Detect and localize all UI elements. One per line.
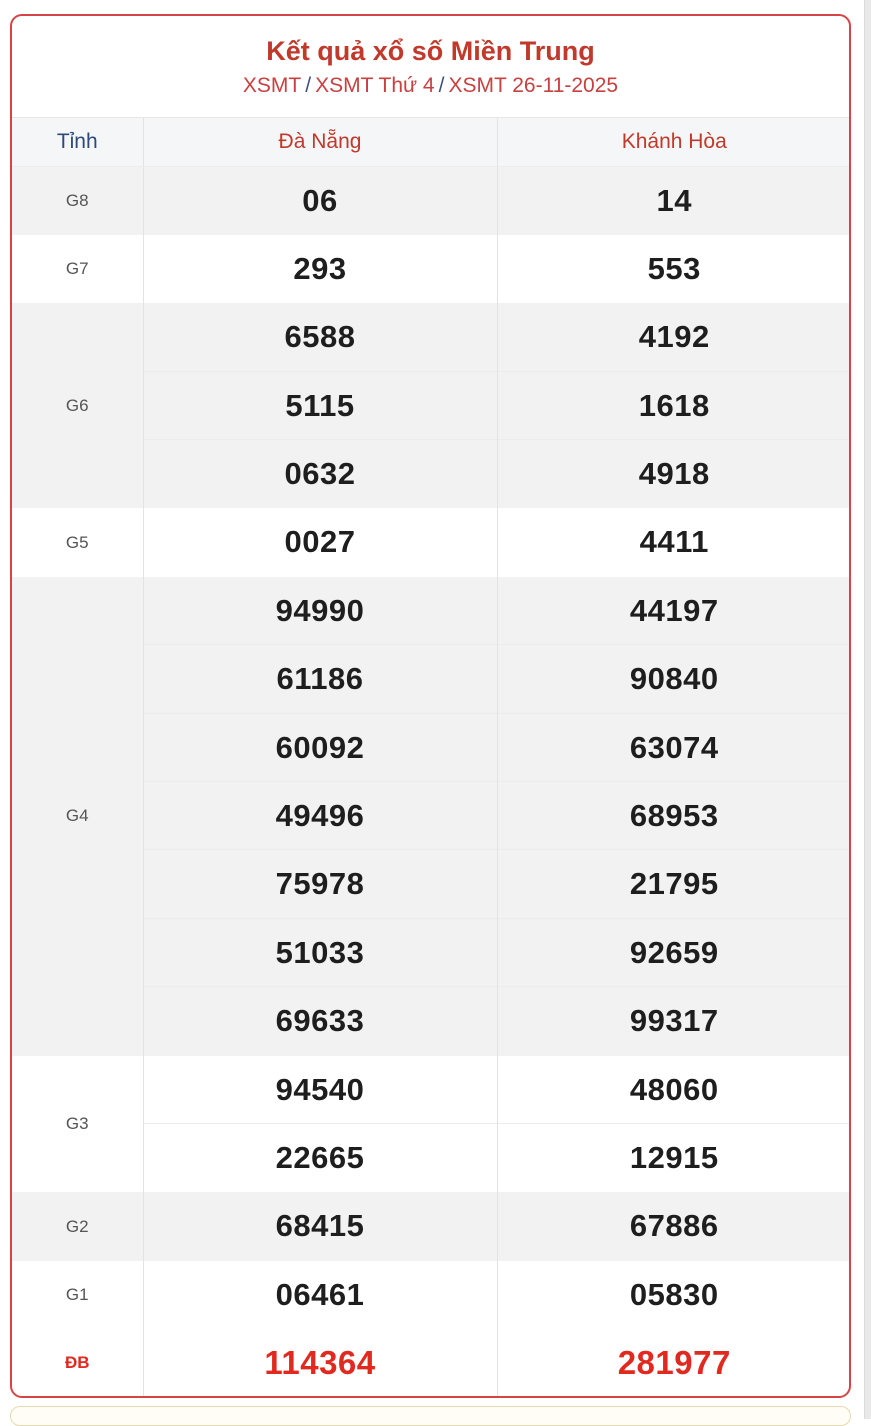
prize-cell-khanh-hoa [497, 166, 851, 235]
prize-number: 44197 [498, 577, 852, 645]
prize-number: 06 [302, 182, 338, 218]
table-row [12, 577, 851, 1056]
prize-number: 293 [293, 250, 347, 286]
page-title: Kết quả xổ số Miền Trung [266, 36, 595, 66]
special-prize-number: 114364 [264, 1344, 376, 1382]
prize-cell-khanh-hoa [497, 577, 851, 1056]
prize-number: 0027 [284, 524, 356, 560]
prize-cell-khanh-hoa [497, 1192, 851, 1260]
prize-label: G6 [12, 303, 143, 508]
breadcrumb [12, 73, 849, 99]
prize-number: 99317 [629, 1003, 719, 1039]
prize-number: 05830 [629, 1276, 719, 1312]
prize-cell-da-nang [143, 508, 497, 576]
table-row [12, 235, 851, 303]
prize-number: 67886 [629, 1208, 719, 1244]
prize-number: 6588 [144, 303, 497, 371]
prize-cell-khanh-hoa [497, 235, 851, 303]
column-header-khanh-hoa[interactable]: Khánh Hòa [497, 118, 851, 166]
prize-cell-da-nang [143, 1056, 497, 1193]
prize-table-body [12, 166, 851, 1398]
table-header-row [12, 118, 851, 166]
prize-cell-da-nang [143, 1329, 497, 1397]
prize-number: 63074 [498, 714, 852, 782]
table-row [12, 303, 851, 508]
prize-number: 49496 [144, 782, 497, 850]
breadcrumb-separator: / [438, 74, 445, 97]
card-header [12, 16, 849, 118]
page-scrollbar[interactable] [864, 0, 871, 1419]
prize-number: 0632 [284, 456, 356, 492]
table-row [12, 1261, 851, 1329]
table-row [12, 508, 851, 576]
prize-number: 69633 [275, 1003, 365, 1039]
prize-number: 14 [656, 182, 692, 218]
prize-label: G1 [12, 1261, 143, 1329]
table-row [12, 166, 851, 235]
prize-number: 92659 [498, 919, 852, 987]
prize-number: 68953 [498, 782, 852, 850]
prize-label: G2 [12, 1192, 143, 1260]
prize-label: G4 [12, 577, 143, 1056]
table-row [12, 1192, 851, 1260]
breadcrumb-link-xsmt[interactable]: XSMT [242, 74, 302, 97]
column-header-province: Tỉnh [12, 118, 143, 166]
prize-cell-khanh-hoa [497, 303, 851, 508]
breadcrumb-link-xsmt-thu-4[interactable]: XSMT Thứ 4 [315, 74, 435, 97]
prize-cell-da-nang [143, 235, 497, 303]
prize-cell-khanh-hoa [497, 1261, 851, 1329]
prize-label: G7 [12, 235, 143, 303]
prize-cell-khanh-hoa [497, 1329, 851, 1397]
prize-number: 75978 [144, 850, 497, 918]
results-card [10, 14, 851, 1398]
prize-label: G5 [12, 508, 143, 576]
prize-number: 4411 [639, 524, 709, 560]
prize-number: 4918 [638, 456, 710, 492]
breadcrumb-link-date[interactable]: XSMT 26-11-2025 [448, 74, 619, 97]
prize-number: 553 [647, 250, 701, 286]
prize-number: 1618 [498, 372, 852, 440]
prize-label: G8 [12, 166, 143, 235]
prize-number: 94990 [144, 577, 497, 645]
table-row [12, 1329, 851, 1397]
prize-number: 4192 [498, 303, 852, 371]
prize-number: 12915 [629, 1139, 719, 1175]
special-prize-number: 281977 [617, 1344, 731, 1382]
prize-cell-da-nang [143, 1192, 497, 1260]
prize-number: 48060 [498, 1056, 852, 1124]
prize-label: G3 [12, 1056, 143, 1193]
prize-cell-da-nang [143, 1261, 497, 1329]
prize-number: 90840 [498, 645, 852, 713]
prize-number: 06461 [275, 1276, 365, 1312]
prize-number: 61186 [144, 645, 497, 713]
prize-number: 94540 [144, 1056, 497, 1124]
column-header-da-nang[interactable]: Đà Nẵng [143, 118, 497, 166]
next-card-edge [10, 1406, 851, 1426]
prize-label: ĐB [12, 1329, 143, 1397]
table-row [12, 1056, 851, 1193]
prize-cell-khanh-hoa [497, 1056, 851, 1193]
prize-cell-da-nang [143, 577, 497, 1056]
breadcrumb-separator: / [305, 74, 312, 97]
prize-cell-khanh-hoa [497, 508, 851, 576]
results-table [12, 118, 851, 1398]
prize-cell-da-nang [143, 166, 497, 235]
prize-number: 51033 [144, 919, 497, 987]
prize-number: 5115 [144, 372, 497, 440]
prize-number: 68415 [275, 1208, 365, 1244]
prize-number: 22665 [275, 1139, 365, 1175]
prize-number: 60092 [144, 714, 497, 782]
prize-cell-da-nang [143, 303, 497, 508]
prize-number: 21795 [498, 850, 852, 918]
